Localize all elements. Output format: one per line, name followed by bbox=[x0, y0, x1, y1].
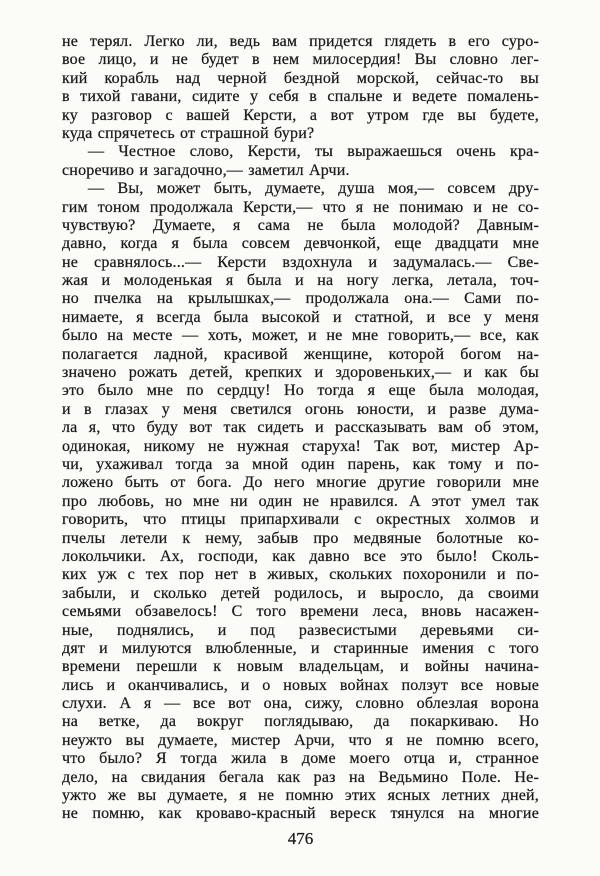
text-line: неужто вы думаете, мистер Арчи, что я не помню всего, bbox=[62, 731, 539, 749]
text-line: дят и милуются влюбленные, и старинные имения с того bbox=[62, 639, 539, 657]
text-line: в тихой гавани, сидите у себя в спальне и ведете помалень- bbox=[62, 88, 539, 106]
text-line: это было мне по сердцу! Но тогда я еще была молодая, bbox=[62, 382, 539, 400]
text-line: ла я, что буду вот так сидеть и рассказывать вам об этом, bbox=[62, 419, 539, 437]
text-line: и в глазах у меня светился огонь юности, и разве дума- bbox=[62, 400, 539, 418]
text-line: чувствую? Думаете, я сама не была молодой? Давным- bbox=[62, 216, 539, 234]
text-line: дело, на свидания бегала как раз на Ведьмино Поле. Не- bbox=[62, 768, 539, 786]
text-line: было на месте — хоть, может, и не мне говорить,— все, как bbox=[62, 327, 539, 345]
text-line: — Честное слово, Керсти, ты выражаешься очень кра- bbox=[88, 143, 539, 161]
text-line: гим тоном продолжала Керсти,— что я не понимаю и не со- bbox=[62, 198, 539, 216]
text-line: — Вы, может быть, думаете, душа моя,— совсем дру- bbox=[88, 180, 539, 198]
text-line: ких уж с тех пор нет в живых, скольких похоронили и по- bbox=[62, 566, 539, 584]
text-line: говорить, что птицы припархивали с окрестных холмов и bbox=[62, 511, 539, 529]
text-line: куда спрячетесь от страшной бури? bbox=[62, 124, 315, 142]
text-line: семьями обзавелось! С того времени леса, вновь насажен- bbox=[62, 603, 539, 621]
text-line: на ветке, да вокруг поглядываю, да покаркиваю. Но bbox=[62, 713, 539, 731]
text-line: про любовь, но мне ни один не нравился. А этот умел так bbox=[62, 492, 539, 510]
text-line: полагается ладной, красивой женщине, которой богом на- bbox=[62, 345, 539, 363]
text-line: одинокая, никому не нужная старуха! Так вот, мистер Ар- bbox=[62, 437, 539, 455]
text-line: чи, ухаживал тогда за мной один парень, как тому и по- bbox=[62, 455, 539, 473]
text-line: ложено быть от бога. До него многие другие говорили мне bbox=[62, 474, 539, 492]
text-line: ку разговор с вашей Керсти, а вот утром где вы будете, bbox=[62, 106, 539, 124]
text-line: ные, поднялись, и под развесистыми деревьями си- bbox=[62, 621, 539, 639]
text-line: слухи. А я — все вот она, сижу, словно облезлая ворона bbox=[62, 695, 539, 713]
text-line: забыли, и сколько детей родилось, и выросло, да своими bbox=[62, 584, 539, 602]
text-line: давно, когда я была совсем девчонкой, еще двадцати мне bbox=[62, 235, 539, 253]
text-line: вое лицо, и не будет в нем милосердия! Вы словно лег- bbox=[62, 51, 539, 69]
text-line: но пчелка на крылышках,— продолжала она.— Сами по- bbox=[62, 290, 539, 308]
text-line: не помню, как кроваво-красный вереск тянулся на многие bbox=[62, 805, 539, 823]
page-number: 476 bbox=[287, 829, 314, 848]
text-line: нимаете, я всегда была высокой и статной, и все у меня bbox=[62, 308, 539, 326]
text-line: ужто же вы думаете, я не помню этих ясных летних дней, bbox=[62, 787, 539, 805]
text-block bbox=[62, 33, 539, 824]
text-line: пчелы летели к нему, забыв про медвяные болотные ко- bbox=[62, 529, 539, 547]
text-line: времени перешли к новым владельцам, и войны начина- bbox=[62, 658, 539, 676]
text-line: локольчики. Ах, господи, как давно все это было! Сколь- bbox=[62, 547, 539, 565]
text-line: не сравнялось...— Керсти вздохнула и задумалась.— Све- bbox=[62, 253, 539, 271]
text-line: значено рожать детей, крепких и здоровеньких,— и как бы bbox=[62, 364, 539, 382]
text-line: лись и оканчивались, и о новых войнах ползут все новые bbox=[62, 676, 539, 694]
text-line: сноречиво и загадочно,— заметил Арчи. bbox=[62, 161, 350, 179]
text-line: жая и молоденькая я была и на ногу легка, летала, точ- bbox=[62, 272, 539, 290]
text-line: что было? Я тогда жила в доме моего отца и, странное bbox=[62, 750, 539, 768]
text-line: кий корабль над черной бездной морской, сейчас-то вы bbox=[62, 69, 539, 87]
text-line: не терял. Легко ли, ведь вам придется глядеть в его суро- bbox=[62, 33, 539, 50]
